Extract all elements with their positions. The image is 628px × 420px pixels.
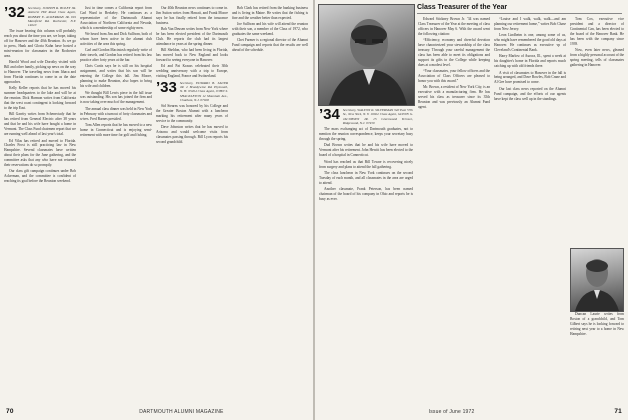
- portrait-photo-icon: [570, 248, 624, 312]
- class-officers: Secretary, JOSEPH R. BOLEY JR. Amherst Hill Road Class Agent, ROBERT E. ACKERMAN JR. 919 Mansfield Rd. Rochester, N.Y. 14610: [27, 6, 76, 28]
- paragraph: The annual class dinner was held in New York in February with a turnout of forty classmates and wives. Fred Barnes presided.: [80, 106, 152, 121]
- paragraph: Sid Stearns was honored by his College and the Greater Boston Alumni with a luncheon marking his retirement after many years of service to the community.: [156, 104, 228, 123]
- paragraph: The class luncheon in New York continues on the second Tuesday of each month, and all classmates in the area are urged to attend.: [319, 170, 413, 185]
- left-folio: [6, 408, 224, 415]
- page-number: 71: [614, 408, 622, 415]
- right-page: [315, 0, 628, 420]
- left-column-2: [80, 6, 152, 402]
- paragraph: The issue bearing this column will probably reach you about the time you are, we hope, taking off for Hanover and the 40th Reunion. As we go to press, Hank and Gloria Kuhn have hosted a mini-reunion for classmates in the Rochester area.: [4, 29, 76, 59]
- paragraph: Now, even later news, gleaned from a highly personal account of the spring meeting, tells of classmates gathering in Hanover.: [570, 47, 624, 67]
- issue-label: Issue of June 1972: [428, 409, 475, 415]
- paragraph: Chris Curtis says he is still on his hospital assignment, and writes that his son will be entering the College this fall. Jim Moore, planning to make Reunion, also hopes to bring his wife and children.: [80, 64, 152, 89]
- paragraph: Word has reached us that Bill Towne is recovering nicely from surgery and plans to attend the fall gathering.: [319, 159, 413, 169]
- page-number: 70: [6, 408, 14, 415]
- class-header-33: [156, 78, 228, 102]
- paragraph: Duncan Laurie writes from Boston of a grandchild, and Tom Gilbert says he is looking forward to retiring next year to a home in New Hampshire.: [570, 312, 624, 336]
- left-column-4: [232, 6, 308, 402]
- class-number: ’32: [4, 6, 25, 21]
- paragraph: We heard from Jim and Dick Sullivan, both of whom have been active in the alumni club activities of the area this spring.: [80, 32, 152, 46]
- paragraph: Dud Brown writes that he and his wife have moved to Vermont after his retirement. John Hewitt has been elected to the board of a hospital in Connecticut.: [319, 143, 413, 158]
- paragraph: Another classmate, Frank Peterson, has been named chairman of the board of his company in Ohio and reports he is busy as ever.: [319, 187, 413, 201]
- paragraph: A visit of classmates to Hanover in the fall is being arranged, and Dave Bowles, Bob Crane and Al Gee have promised to come.: [494, 70, 566, 85]
- class-officers: Secretary, EDWARD B. SAUER JR. 2 Brandywine Rd. Plymouth, N. H. 03264 Class Agent, JOHN S. SHACKLETON 12 Mountain Ave., Chatham, N.J. 07928: [179, 80, 228, 102]
- paragraph: Just in time comes a California report from Carl Ward in Berkeley. He continues as a representative of the Dartmouth Alumni Association of Northern California and Nevada, which is a membership of some eighty men.: [80, 6, 152, 30]
- paragraph: Joe Sullivan and his wife will attend the reunion with their son, a member of the Class of 1972, who graduates the same weekend.: [232, 22, 308, 37]
- paragraph: Our last class news reported on the Alumni Fund campaign, and the efforts of our agents have kept the class well up in the standings.: [494, 86, 566, 101]
- paragraph: Mr. Brown, a resident of New York City, is an executive with a manufacturing firm. He has served his class as treasurer since its 35th Reunion and was previously an Alumni Fund agent.: [418, 85, 490, 109]
- magazine-name: DARTMOUTH ALUMNI MAGAZINE: [139, 409, 224, 415]
- paragraph: Leon Lindheim is one, among some of us, who might have remembered the good old days at Hanover. He continues as executive vp of Cleveland's Continental Bank.: [494, 33, 566, 52]
- class-number: ’34: [319, 108, 340, 123]
- paragraph: Bob Van Deusen writes from New York where he has been elected president of the Dartmouth Club. He reports the club had its largest attendance in years at the spring dinner.: [156, 27, 228, 46]
- paragraph: Ed and Pat Krauss celebrated their 30th wedding anniversary with a trip to Europe, visiting England, France and Switzerland.: [156, 64, 228, 79]
- paragraph: The mass exchanging act of Dartmouth graduates, not to mention the reunion correspondence, keeps your secretary busy through the spring.: [319, 127, 413, 141]
- paragraph: Bill Sheldon, who had been living in Florida, has moved back to New England and looks forward to seeing everyone in Hanover.: [156, 48, 228, 63]
- feature-title: Class Treasurer of the Year: [417, 4, 508, 11]
- divider: [417, 13, 622, 14]
- right-folio: [429, 408, 622, 415]
- right-column-4-lower: [570, 312, 624, 402]
- paragraph: We thought Bill Lewis piece in the fall issue was outstanding. His son has joined the firm and is now taking over much of the management.: [80, 90, 152, 105]
- paragraph: Ed Vilas has retired and moved to Florida. Charles Frost is still practicing law in New Hampshire. Several classmates have written about their plans for the June gathering, and the committee asks that any who have not returned their reservations do so promptly.: [4, 138, 76, 168]
- paragraph: “Your classmates, your fellow officers and the Association of Class Officers are pleased to honor you with this award.”: [418, 69, 490, 83]
- paragraph: Bob Clark has retired from the banking business and is living in Maine. He writes that the fishing is fine and the weather better than expected.: [232, 6, 308, 20]
- paragraph: Kelly Keller reports that he has moved his summer headquarters to the lake and will be at the reunion. Dick Harmon writes from California that the west coast contingent is looking forward to the trip East.: [4, 86, 76, 111]
- portrait-photo-icon: [318, 4, 415, 106]
- right-column-4: [570, 17, 624, 245]
- class-officers: Secretary, WALTON K. SILVERMAN 340 East 57th St., New York, N. Y. 10022 Class Agent, GLENN G. JACOBSEN JR. 15 Greenwood Terrace, Ridgewood, N.J. 07450: [342, 108, 413, 125]
- left-page: [0, 0, 313, 420]
- class-header-32: [4, 6, 76, 27]
- paragraph: Tom Allen reports that he has moved to a new home in Connecticut and is enjoying semi-retirement with more time for golf and fishing.: [80, 122, 152, 137]
- paragraph: Dave Johnston writes that he has moved to Arizona and would welcome visits from classmates passing through. Bill Lyon reports his second grandchild.: [156, 125, 228, 145]
- right-column-3: [494, 17, 566, 402]
- right-column-1: [319, 108, 413, 402]
- class-header-34: [319, 108, 413, 125]
- paragraph: Harry Marlow of Aurora, Ill., spent a week at his daughter's home in Florida and reports much catching up with old friends there.: [494, 54, 566, 69]
- class-number: ’33: [156, 78, 177, 96]
- paragraph: Carl and Gordon Macintosh regularly write of their travels, and Gordon has retired from his law practice after forty years at the bar.: [80, 48, 152, 63]
- left-column-3: [156, 6, 228, 402]
- paragraph: Bill Garrity writes from Schenectady that he has retired from General Electric after 38 years and that he and his wife have bought a home in Vermont. The Class Fund chairmen report that we are running well ahead of last year's total.: [4, 112, 76, 137]
- paragraph: Tom Cox, executive vice president and a director of Continental Can, has been elected to the board of the Hanover Bank. He has been with the company since 1939.: [570, 17, 624, 46]
- paragraph: Edward Stickney Brown Jr. ’34 was named Class Treasurer of the Year at the meeting of class officers in Hanover May 6. With the award went the following citation:: [418, 17, 490, 36]
- paragraph: Our 40th Reunion news continues to come in. Jim Sutton writes from Hawaii, and Frank Moore says he has finally retired from the insurance business.: [156, 6, 228, 25]
- left-column-1: [4, 6, 76, 402]
- paragraph: Harold Wood and wife Dorothy visited with Bill and other family, picking up news on the way to Hanover. The traveling news from Ithaca and from Florida continues to come in as the date approaches.: [4, 60, 76, 85]
- paragraph: Chet Farmer is a regional director of the Alumni Fund campaign and reports that the results are well ahead of the schedule.: [232, 38, 308, 53]
- paragraph: “Louise and I walk, walk, walk—and am planning our retirement home,” writes Bob Chase from New Jersey.: [494, 17, 566, 31]
- right-column-2: [418, 17, 490, 402]
- paragraph: Our class gift campaign continues under Bob Ackerman, and the committee is confident of reaching its goal before the Reunion weekend.: [4, 169, 76, 184]
- paragraph: “Efficiency, economy and cheerful devotion have characterized your stewardship of the class treasury. Through your careful management the class has been able to meet its obligations and support its gifts to the College while keeping dues at a modest level.: [418, 38, 490, 67]
